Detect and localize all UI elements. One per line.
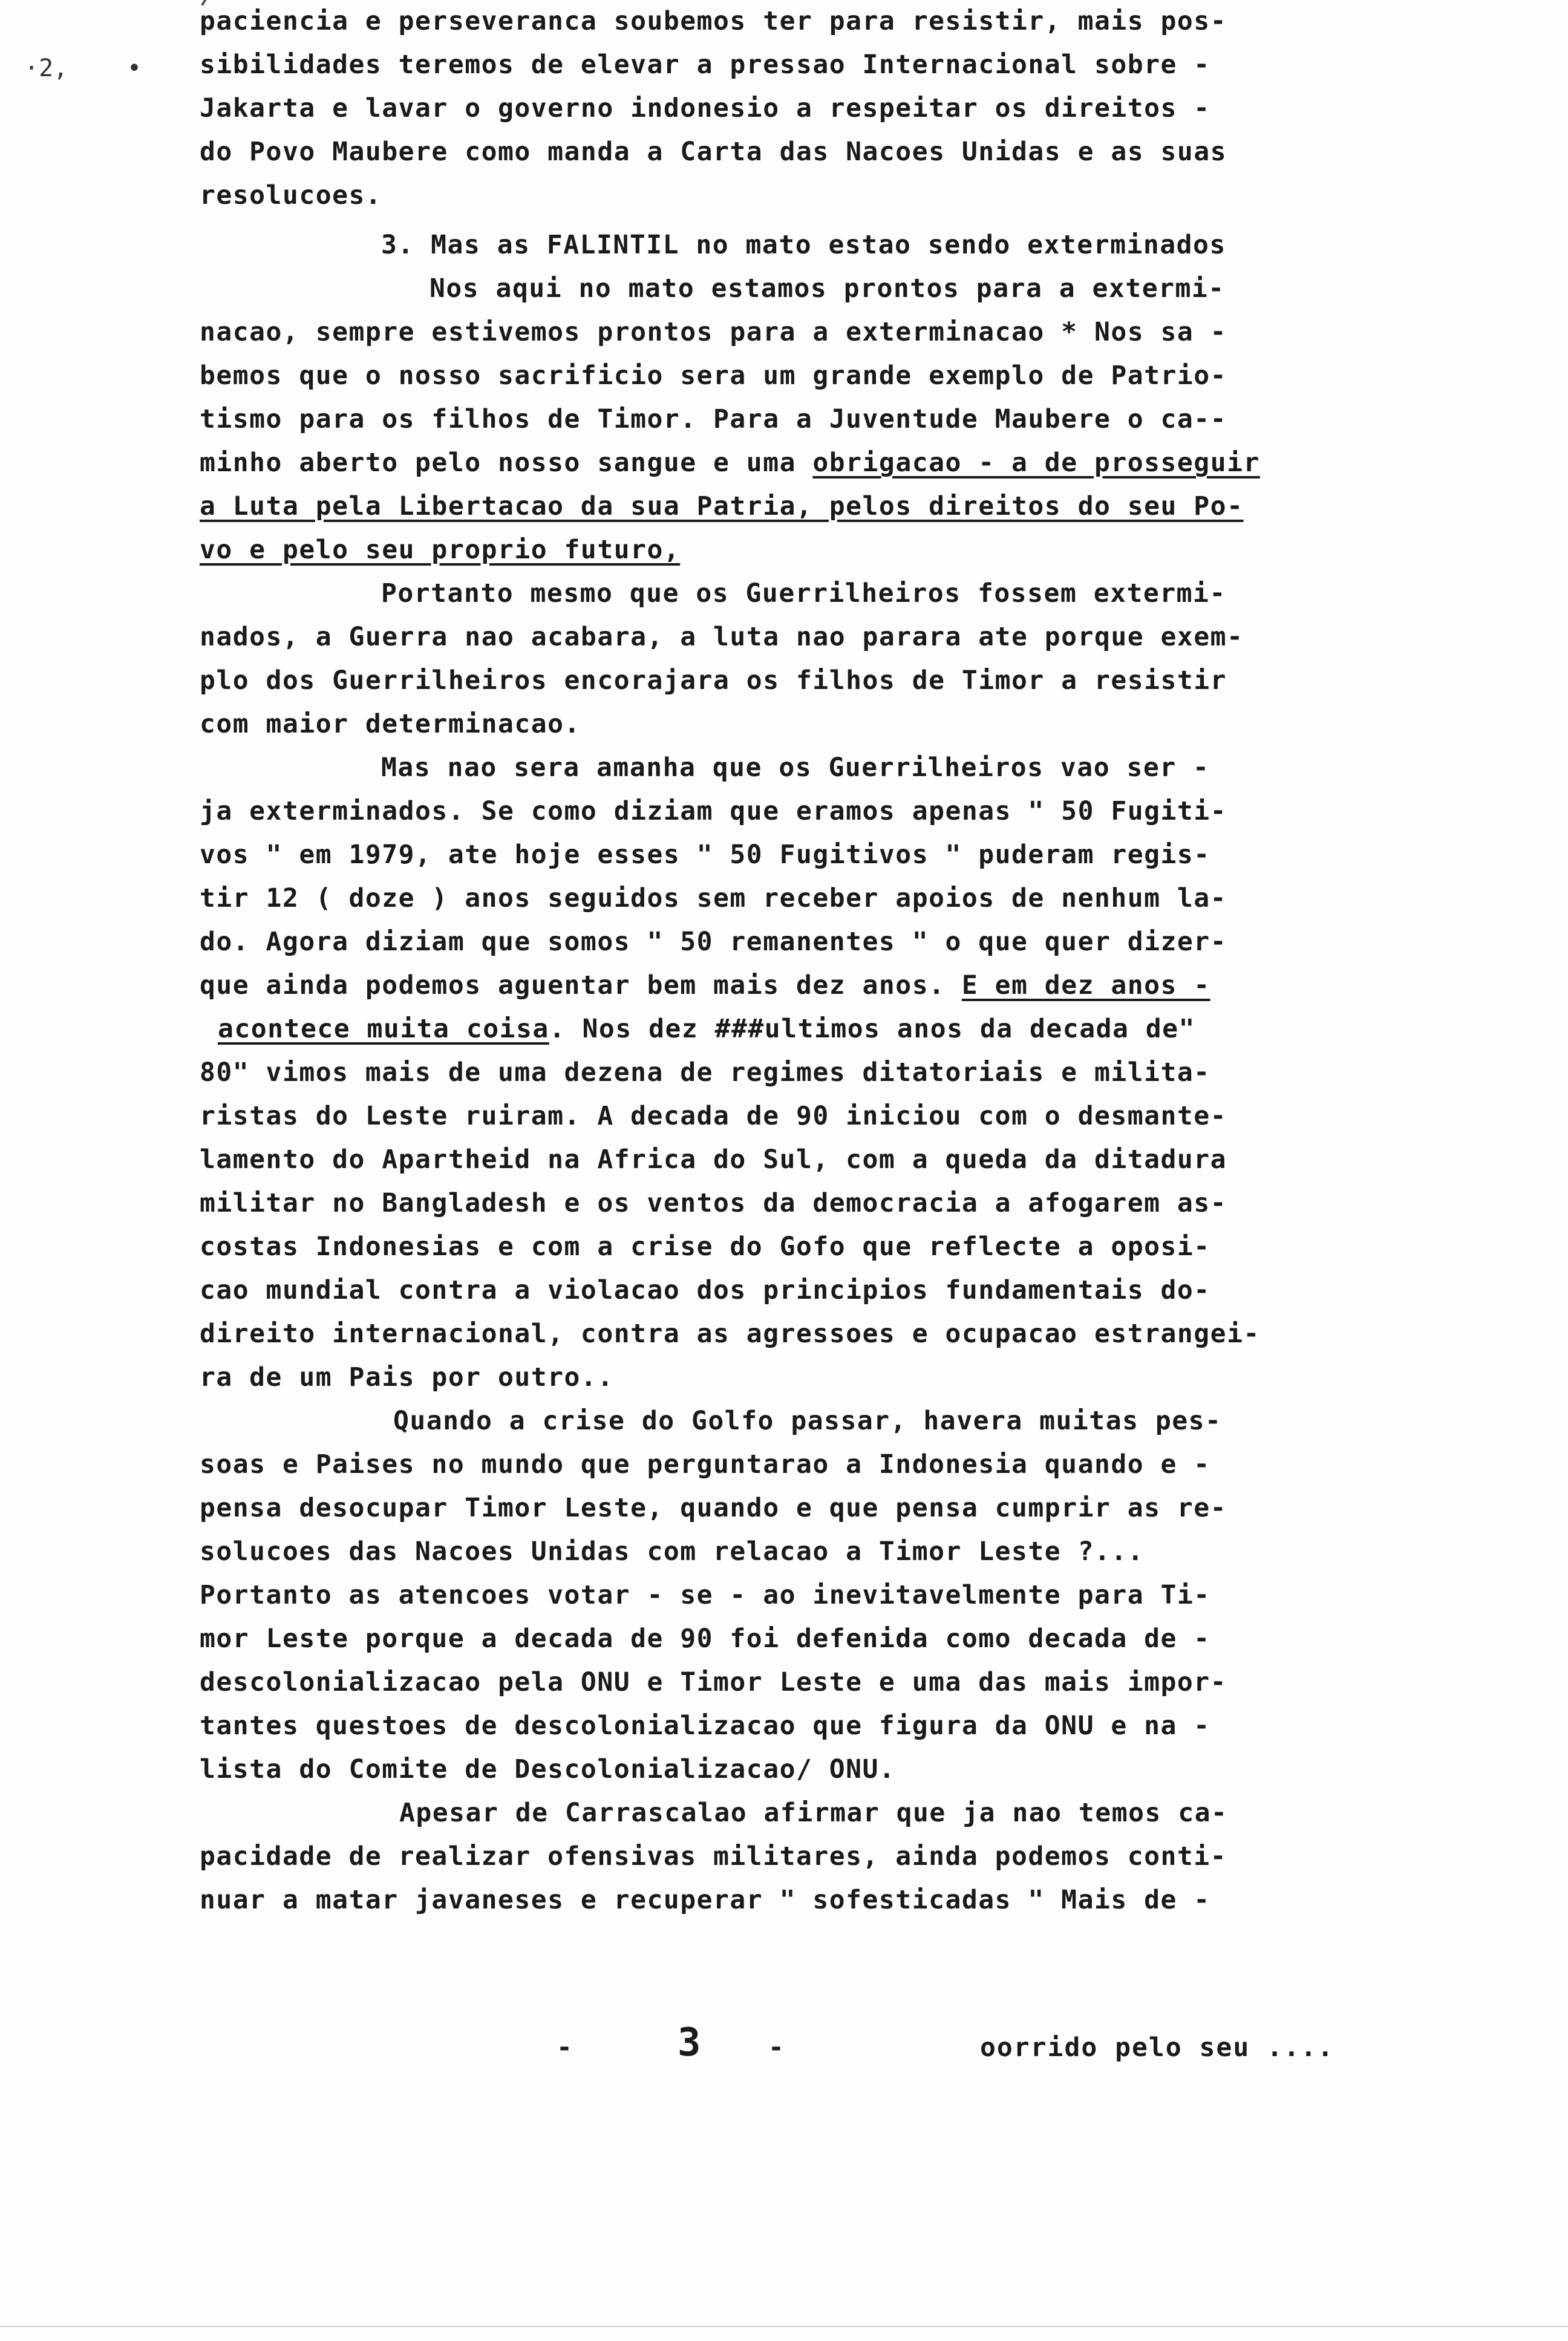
text-line bbox=[218, 1011, 1195, 1047]
text-line bbox=[200, 967, 1210, 1004]
text-line: ja exterminados. Se como diziam que eramos apenas " 50 Fugiti- bbox=[200, 796, 1227, 826]
text-line: Apesar de Carrascalao afirmar que ja nao temos ca- bbox=[399, 1798, 1228, 1828]
text-line: sibilidades teremos de elevar a pressao Internacional sobre - bbox=[200, 50, 1210, 80]
text-line: vos " em 1979, ate hoje esses " 50 Fugitivos " puderam regis- bbox=[200, 840, 1210, 870]
margin-scribble: ·2, bbox=[24, 54, 68, 82]
text-line: nados, a Guerra nao acabara, a luta nao parara ate porque exem- bbox=[200, 622, 1244, 652]
text-line: descolonializacao pela ONU e Timor Leste e uma das mais impor- bbox=[200, 1667, 1227, 1697]
scan-edge bbox=[0, 2326, 1568, 2327]
text-line: Nos aqui no mato estamos prontos para a extermi- bbox=[430, 273, 1225, 304]
text-line: Jakarta e lavar o governo indonesio a respeitar os direitos - bbox=[200, 93, 1210, 123]
text-line: solucoes das Nacoes Unidas com relacao a Timor Leste ?... bbox=[200, 1536, 1145, 1567]
text-line: pacienciа e perseveranca soubemos ter para resistir, mais pos- bbox=[200, 6, 1227, 36]
text-segment: . Nos dez ###ultimos anos da decada de" bbox=[549, 1014, 1195, 1044]
text-line: tir 12 ( doze ) anos seguidos sem receber apoios de nenhum la- bbox=[200, 883, 1227, 913]
text-line: do Povo Maubere como manda a Carta das Nacoes Unidas e as suas bbox=[200, 137, 1227, 167]
text-line: Portanto mesmo que os Guerrilheiros fossem extermi- bbox=[381, 578, 1226, 609]
text-line: cao mundial contra a violacao dos principios fundamentais do- bbox=[200, 1275, 1210, 1305]
footer-dash-right: - bbox=[768, 2032, 785, 2063]
text-line: nuar a matar javaneses e recuperar " sofesticadas " Mais de - bbox=[200, 1885, 1210, 1915]
text-line: 80" vimos mais de uma dezena de regimes ditatoriais e milita- bbox=[200, 1057, 1210, 1088]
text-line: soas e Paises no mundo que perguntarao a Indonesia quando e - bbox=[200, 1449, 1210, 1480]
text-line: lamento do Apartheid na Africa do Sul, com a queda da ditadura bbox=[200, 1144, 1227, 1175]
underlined-text: E em dez anos - bbox=[961, 970, 1210, 1001]
text-line: tismo para os filhos de Timor. Para a Juventude Maubere o ca-- bbox=[200, 404, 1227, 434]
text-line: pensa desocupar Timor Leste, quando e que pensa cumprir as re- bbox=[200, 1493, 1227, 1523]
text-line: ra de um Pais por outro.. bbox=[200, 1362, 614, 1393]
text-line: tantes questoes de descolonializacao que figura da ONU e na - bbox=[200, 1711, 1210, 1741]
text-line: bemos que o nosso sacrificio sera um grande exemplo de Patrio- bbox=[200, 361, 1227, 391]
underlined-line: a Luta pela Libertacao da sua Patria, pelos direitos do seu Po- bbox=[200, 491, 1244, 521]
text-segment: que ainda podemos aguentar bem mais dez anos. bbox=[200, 970, 962, 1001]
text-line: pacidade de realizar ofensivas militares, ainda podemos conti- bbox=[200, 1841, 1227, 1872]
text-line: do. Agora diziam que somos " 50 remanentes " o que quer dizer- bbox=[200, 927, 1227, 957]
text-line: lista do Comite de Descolonializacao/ ONU. bbox=[200, 1754, 896, 1784]
continuation-note: oorrido pelo seu .... bbox=[980, 2032, 1334, 2063]
underlined-text: obrigacao - a de prosseguir bbox=[812, 448, 1260, 478]
text-line: com maior determinacao. bbox=[200, 709, 581, 739]
text-line: direito internacional, contra as agressoes e ocupacao estrangei- bbox=[200, 1319, 1260, 1349]
text-line: ristas do Leste ruiram. A decada de 90 iniciou com o desmante- bbox=[200, 1101, 1227, 1131]
text-line: mor Leste porque a decada de 90 foi defenida como decada de - bbox=[200, 1624, 1210, 1654]
text-line: resolucoes. bbox=[200, 180, 382, 211]
text-line: Portanto as atencoes votar - se - ao inevitavelmente para Ti- bbox=[200, 1580, 1210, 1610]
text-line: militar no Bangladesh e os ventos da democracia a afogarem as- bbox=[200, 1188, 1227, 1218]
text-segment: minho aberto pelo nosso sangue e uma bbox=[200, 448, 813, 478]
section-heading: 3. Mas as FALINTIL no mato estao sendo exterminados bbox=[381, 230, 1226, 260]
margin-bullet: • bbox=[127, 54, 142, 82]
page-number: 3 bbox=[678, 2020, 702, 2065]
underlined-line: vo e pelo seu proprio futuro, bbox=[200, 535, 681, 565]
text-line: Quando a crise do Golfo passar, havera muitas pes- bbox=[393, 1406, 1222, 1436]
text-line: Mas nao sera amanha que os Guerrilheiros vao ser - bbox=[381, 753, 1210, 783]
text-line: costas Indonesias e com a crise do Gofo que reflecte a oposi- bbox=[200, 1232, 1210, 1262]
text-line: plo dos Guerrilheiros encorajara os filhos de Timor a resistir bbox=[200, 665, 1227, 696]
underlined-text: acontece muita coisa bbox=[218, 1014, 549, 1044]
footer-dash-left: - bbox=[557, 2032, 573, 2063]
text-line: nacao, sempre estivemos prontos para a exterminacao * Nos sa - bbox=[200, 317, 1227, 347]
text-line bbox=[200, 445, 1260, 481]
